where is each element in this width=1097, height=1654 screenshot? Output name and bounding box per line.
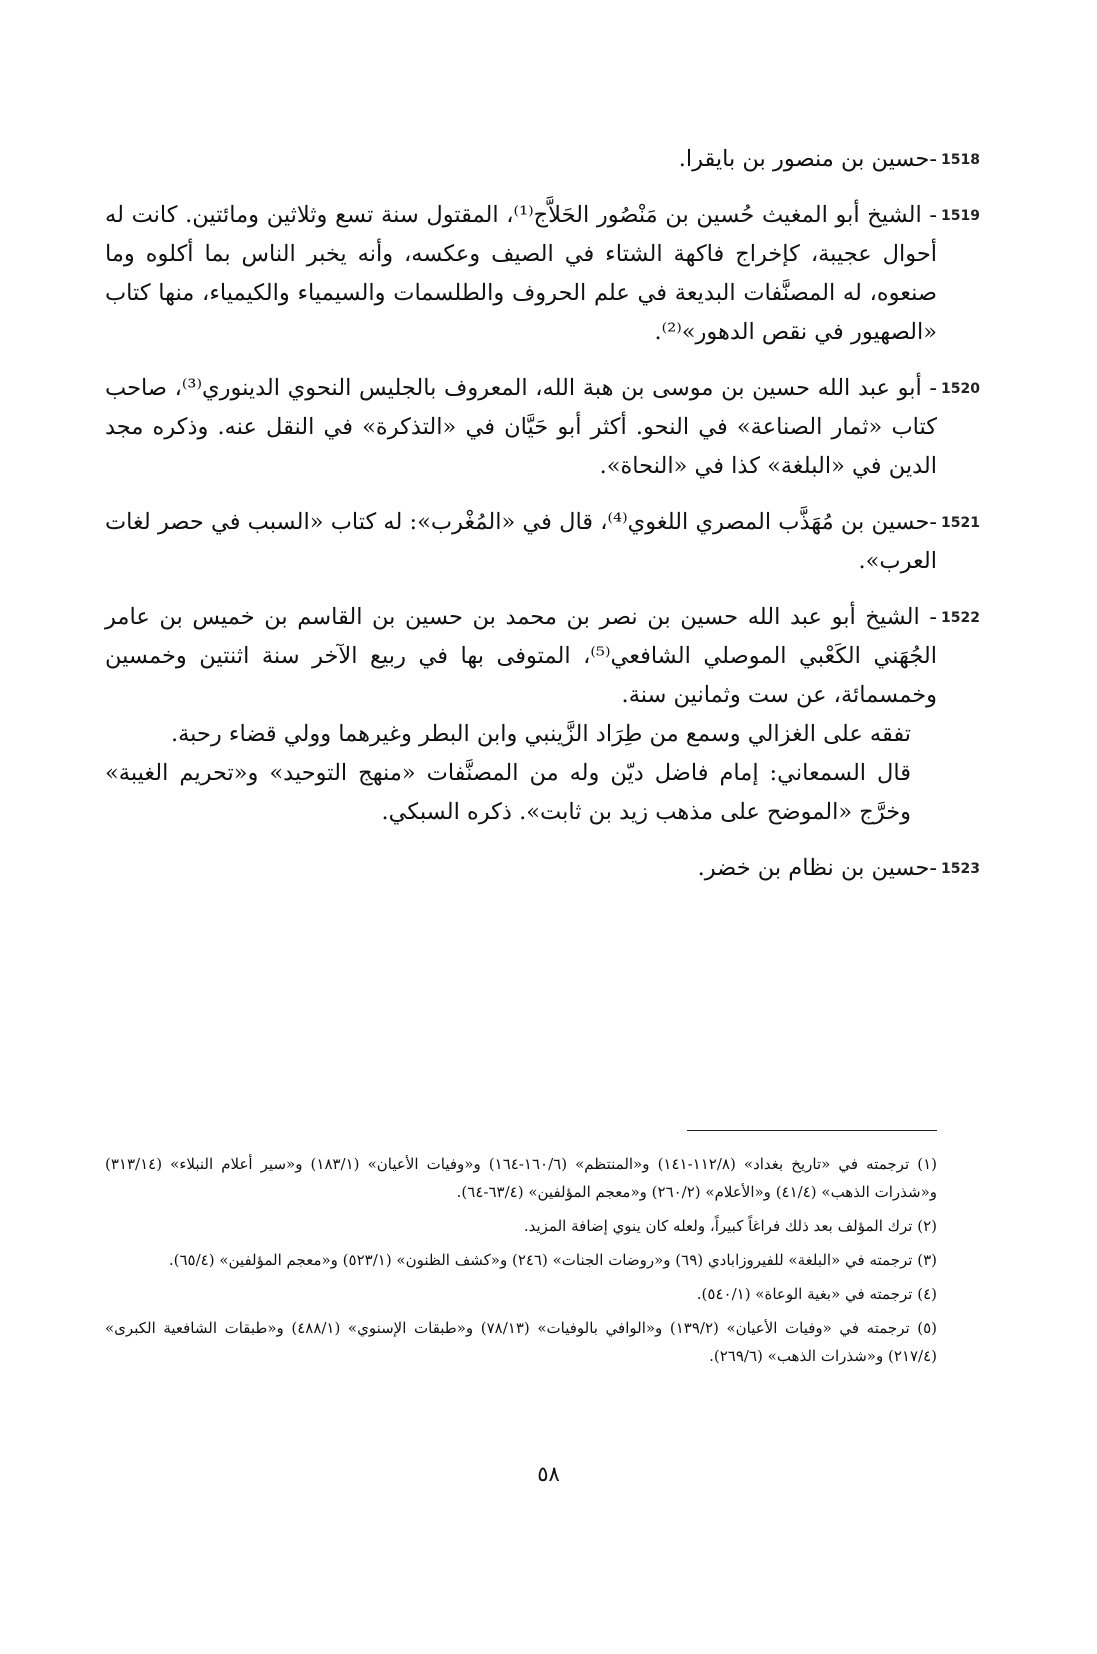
entry-number: 1519 bbox=[941, 208, 980, 224]
entries-list bbox=[105, 140, 980, 888]
entry-subparagraph: تفقه على الغزالي وسمع من طِرَاد الزَّينبي وابن البطر وغيرهما وولي قضاء رحبة. bbox=[170, 721, 911, 747]
entry-1522 bbox=[105, 598, 980, 832]
entry-text: -حسين بن منصور بن بايقرا. bbox=[678, 146, 937, 172]
footnote-separator bbox=[687, 1130, 937, 1131]
footnotes bbox=[105, 1150, 937, 1376]
page-number: ٥٨ bbox=[537, 1462, 560, 1486]
entry-number: 1521 bbox=[941, 515, 980, 531]
entry-text: - الشيخ أبو عبد الله حسين بن نصر بن محمد بن حسين بن القاسم بن خميس بن عامر الجُهَني الكَعْبي الموصلي الشافعي⁽⁵⁾، المتوفى بها في ربيع الآخر سنة اثنتين وخمسين وخمسمائة، عن ست وثمانين سنة. bbox=[105, 604, 937, 708]
entry-number: 1518 bbox=[941, 152, 980, 168]
entry-text: -حسين بن مُهَذَّب المصري اللغوي⁽⁴⁾، قال في «المُغْرب»: له كتاب «السبب في حصر لغات العرب». bbox=[105, 509, 937, 574]
footnote-1: (١) ترجمته في «تاريخ بغداد» (١١٢/٨-١٤١) و«المنتظم» (١٦٠/٦-١٦٤) و«وفيات الأعيان» (١٨٣/١) و«سير أعلام النبلاء» (٣١٣/١٤) و«شذرات الذهب» (٤١/٤) و«الأعلام» (٢٦٠/٢) و«معجم المؤلفين» (٦٣/٤-٦٤). bbox=[105, 1155, 937, 1201]
footnote-5: (٥) ترجمته في «وفيات الأعيان» (١٣٩/٢) و«الوافي بالوفيات» (٧٨/١٣) و«طبقات الإسنوي» (٤٨٨/١) و«طبقات الشافعية الكبرى» (٢١٧/٤) و«شذرات الذهب» (٢٦٩/٦). bbox=[105, 1319, 938, 1365]
entry-1521 bbox=[105, 503, 980, 581]
entry-text: - أبو عبد الله حسين بن موسى بن هبة الله، المعروف بالجليس النحوي الدينوري⁽³⁾، صاحب كتاب «ثمار الصناعة» في النحو. أكثر أبو حَيَّان في «التذكرة» في النقل عنه. وذكره مجد الدين في «البلغة» كذا في «النحاة». bbox=[105, 375, 937, 479]
entry-text: - الشيخ أبو المغيث حُسين بن مَنْصُور الحَلاَّج⁽¹⁾، المقتول سنة تسع وثلاثين ومائتين. كانت له أحوال عجيبة، كإخراج فاكهة الشتاء في الصيف وعكسه، وأنه يخبر الناس بما أكلوه وما صنعوه، له المصنَّفات البديعة في علم الحروف والطلسمات والسيمياء والكيمياء، منها كتاب «الصهيور في نقص الدهور»⁽²⁾. bbox=[105, 202, 938, 345]
footnote-4: (٤) ترجمته في «بغية الوعاة» (٥٤٠/١). bbox=[696, 1285, 937, 1303]
entry-1519 bbox=[105, 196, 980, 352]
entry-text: -حسين بن نظام بن خضر. bbox=[697, 855, 937, 881]
entry-number: 1520 bbox=[941, 381, 980, 397]
footnote-2: (٢) ترك المؤلف بعد ذلك فراغاً كبيراً، ولعله كان ينوي إضافة المزيد. bbox=[523, 1217, 937, 1235]
entry-1520 bbox=[105, 369, 980, 486]
entry-number: 1523 bbox=[941, 861, 980, 877]
entry-1518 bbox=[105, 140, 980, 179]
footnote-3: (٣) ترجمته في «البلغة» للفيروزابادي (٦٩) و«روضات الجنات» (٢٤٦) و«كشف الظنون» (٥٢٣/١) و«معجم المؤلفين» (٦٥/٤). bbox=[168, 1251, 937, 1269]
entry-number: 1522 bbox=[941, 610, 980, 626]
entry-1523 bbox=[105, 849, 980, 888]
entry-subparagraph: قال السمعاني: إمام فاضل ديّن وله من المصنَّفات «منهج التوحيد» و«تحريم الغيبة» وخرَّج «الموضح على مذهب زيد بن ثابت». ذكره السبكي. bbox=[105, 760, 911, 825]
